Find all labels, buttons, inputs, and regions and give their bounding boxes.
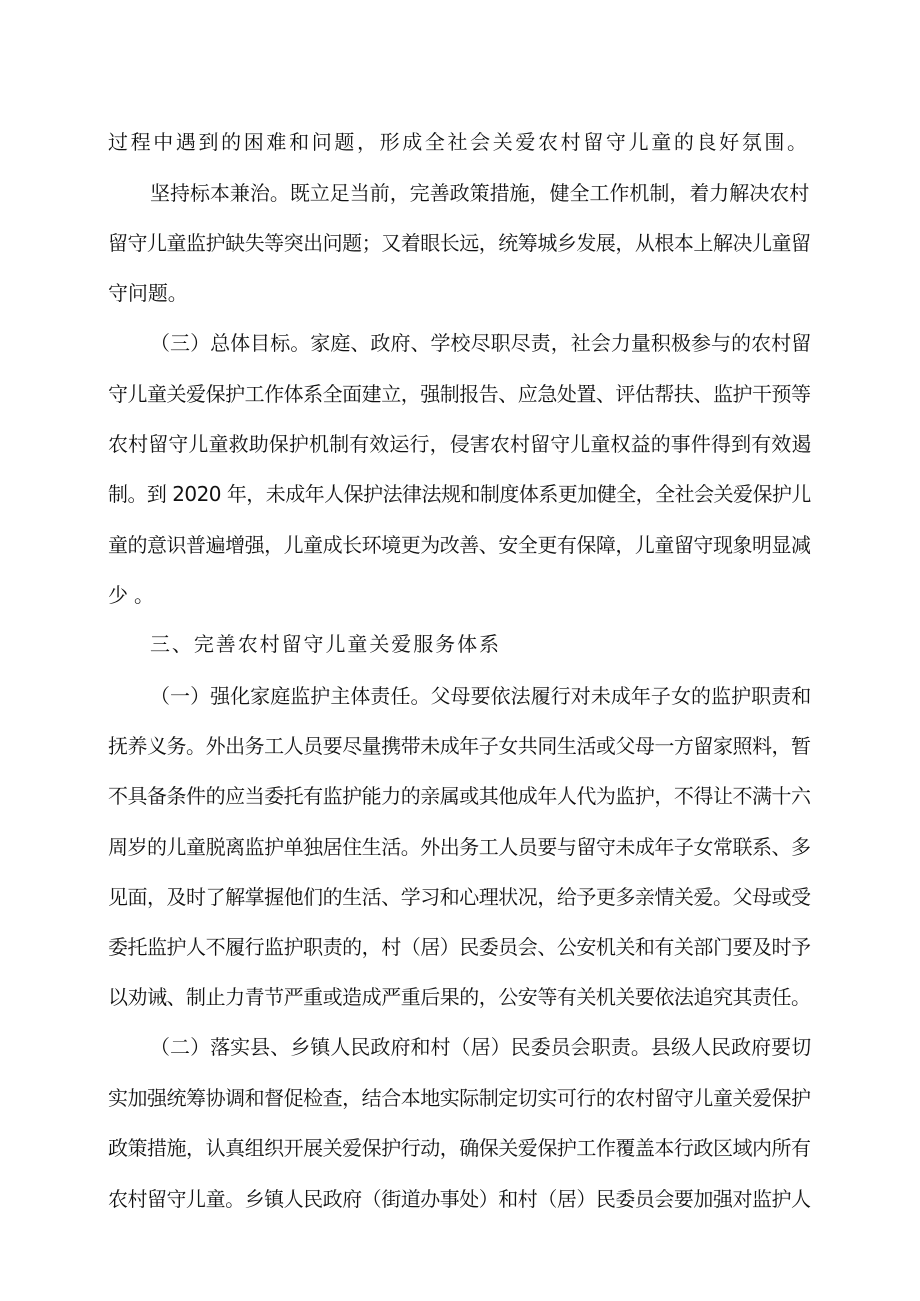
text-line: 实加强统筹协调和督促检查，结合本地实际制定切实可行的农村留守儿童关爱保护 [108,1086,811,1110]
text-line: 不具备条件的应当委托有监护能力的亲属或其他成年人代为监护，不得让不满十六 [108,784,811,808]
text-line: （二）落实县、乡镇人民政府和村（居）民委员会职责。县级人民政府要切 [150,1035,812,1059]
text-line: （一）强化家庭监护主体责任。父母要依法履行对未成年子女的监护职责和 [150,684,812,708]
text-line: 以劝诫、制止力青节严重或造成严重后果的，公安等有关机关要依法追究其责任。 [108,985,811,1009]
text-line: 委托监护人不履行监护职责的，村（居）民委员会、公安机关和有关部门要及时予 [108,935,811,959]
text-line: 童的意识普遍增强，儿童成长环境更为改善、安全更有保障，儿童留守现象明显减 [108,533,811,557]
text-line: 制。到 2020 年，未成年人保护法律法规和制度体系更加健全，全社会关爱保护儿 [108,482,811,506]
text-line: （三）总体目标。家庭、政府、学校尽职尽责，社会力量积极参与的农村留 [150,331,812,355]
text-line: 农村留守儿童。乡镇人民政府（街道办事处）和村（居）民委员会要加强对监护人 [108,1187,811,1211]
text-line: 抚养义务。外出务工人员要尽量携带未成年子女共同生活或父母一方留家照料，暂 [108,734,811,758]
section-heading: 三、完善农村留守儿童关爱服务体系 [150,632,501,656]
text-line: 农村留守儿童救助保护机制有效运行，侵害农村留守儿童权益的事件得到有效遏 [108,432,812,456]
text-line: 留守儿童监护缺失等突出问题；又着眼长远，统筹城乡发展，从根本上解决儿童留 [108,231,811,255]
text-line: 坚持标本兼治。既立足当前，完善政策措施，健全工作机制，着力解决农村 [150,181,810,205]
text-line: 守儿童关爱保护工作体系全面建立，强制报告、应急处置、评估帮扶、监护干预等 [108,382,811,406]
text-line: 周岁的儿童脱离监护单独居住生活。外出务工人员要与留守未成年子女常联系、多 [108,835,811,859]
text-line: 过程中遇到的困难和问题，形成全社会关爱农村留守儿童的良好氛围。 [108,130,810,154]
text-line: 少。 [108,583,160,607]
text-line: 守问题。 [108,281,188,305]
text-line: 政策措施，认真组织开展关爱保护行动，确保关爱保护工作覆盖本行政区域内所有 [108,1136,811,1160]
text-line: 见面，及时了解掌握他们的生活、学习和心理状况，给予更多亲情关爱。父母或受 [108,885,811,909]
